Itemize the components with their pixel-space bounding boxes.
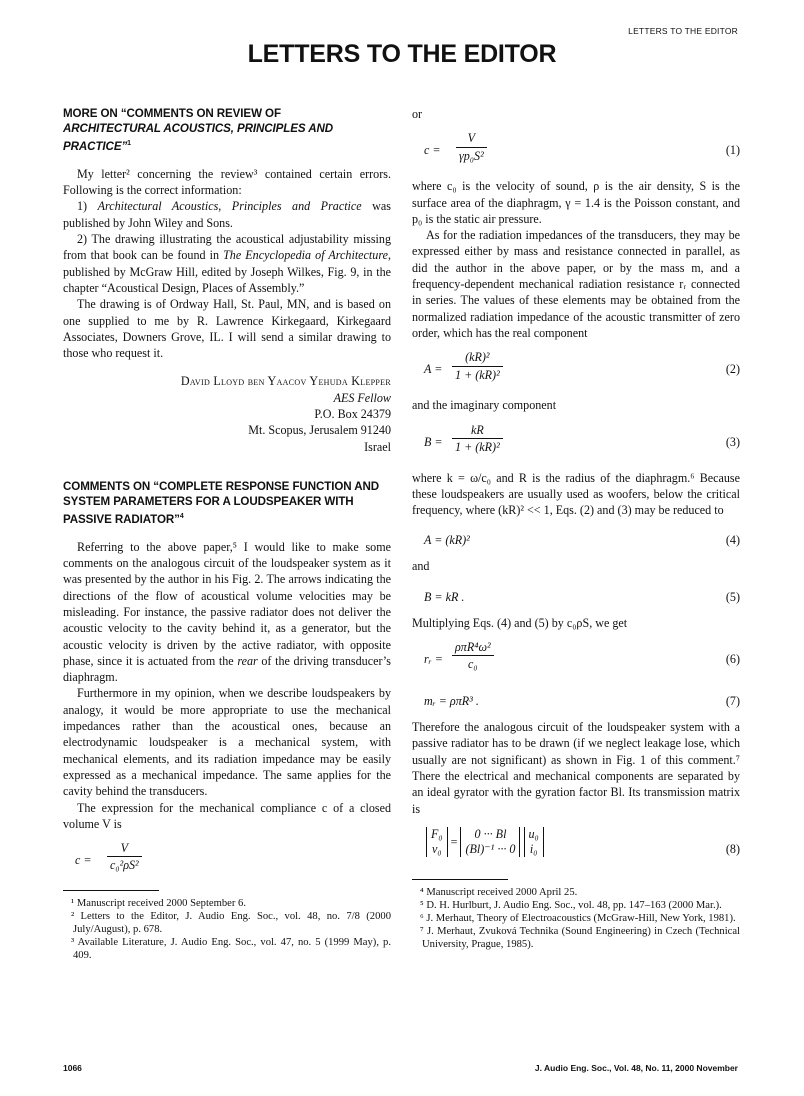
footnote-rule <box>63 890 159 891</box>
footnote: ⁴ Manuscript received 2000 April 25. <box>420 886 578 898</box>
footnotes-left <box>63 897 391 962</box>
letter2-para3: The expression for the mechanical compliance c of a closed volume V is <box>63 800 391 831</box>
right-column <box>412 106 740 951</box>
letter1-para2: 1) Architectural Acoustics, Principles and Practice was published by John Wiley and Sons. <box>63 199 391 230</box>
letter2-para5: As for the radiation impedances of the transducers, they may be expressed either by mass and resistance connected in parallel, as did the author in the above paper, or by the mass m, and a frequency-dependent mechanical radiation resistance rᵣ connected in series. The values of these elements may be obtained from the normalized radiation impedance of the acoustic transmitter of zero order, which has the real component <box>412 228 740 340</box>
equation-2: A = $\frac{\text{(kR)²}}{\text{1 + (kR)²}}$ (2) <box>424 350 740 382</box>
letter2-para7: where k = ω/c₀ and R is the radius of the diaphragm.⁶ Because these loudspeakers are usually used as woofers, below the critical frequency, where (kR)² << 1, Eqs. (2) and (3) may be reduced to <box>412 470 740 518</box>
equation-1: c = $\frac{V}{\text{γp₀S²}}$ (1) <box>424 131 740 163</box>
signature-address-2: Mt. Scopus, Jerusalem 91240 <box>248 423 391 438</box>
letter2-para6: and the imaginary component <box>412 398 557 413</box>
footnote: ³ Available Literature, J. Audio Eng. Soc., vol. 47, no. 5 (1999 May), p. 409. <box>71 937 391 962</box>
letter2-para2: Furthermore in my opinion, when we describe loudspeakers by analogy, it would be more appropriate to use the mechanical impedances rather than the acoustical ones, because an electrodynamic loudspeaker is a mechanical system, with mechanical elements, and its radiation impedance may be easily expressed as a mechanical impedance. The same applies for the cavity behind the transducers. <box>63 686 391 799</box>
signature-name: David Lloyd ben Yaacov Yehuda Klepper <box>180 374 391 389</box>
footnote: ¹ Manuscript received 2000 September 6. <box>71 898 246 910</box>
letter1-para4: The drawing is of Ordway Hall, St. Paul, MN, and is based on one supplied to me by R. Lawrence Kirkegaard, Kirkegaard Associates, Downers Grove, IL. I will send a similar drawing to those who request it. <box>63 297 391 361</box>
letter2-para4: where c₀ is the velocity of sound, ρ is the air density, S is the surface area of the diaphragm, γ = 1.4 is the Poisson constant, and p₀ is the static air pressure. <box>412 179 740 226</box>
letter1-para3: 2) The drawing illustrating the acoustical adjustability missing from that book can be found in The Encyclopedia of Architecture, published by McGraw Hill, edited by Joseph Wilkes, Fig. 9, in the chapter “Acoustical Design, Places of Assembly.” <box>63 232 391 295</box>
equation-5: B = kR . (5) <box>424 589 740 604</box>
footnotes-right <box>412 886 740 951</box>
equation-7: mᵣ = ρπR³ . (7) <box>424 694 740 709</box>
page-number: 1066 <box>63 1063 82 1073</box>
signature-address-3: Israel <box>364 439 391 454</box>
letter1-para1: My letter² concerning the review³ contained certain errors. Following is the correct information: <box>63 166 391 198</box>
footnote: ⁵ D. H. Hurlburt, J. Audio Eng. Soc., vol. 48, pp. 147–163 (2000 Mar.). <box>420 899 722 911</box>
letter1-signature <box>63 373 391 454</box>
left-column <box>63 106 391 962</box>
letter2-heading: COMMENTS ON “COMPLETE RESPONSE FUNCTION AND SYSTEM PARAMETERS FOR A LOUDSPEAKER WITH PASSIVE RADIATOR”$^4$ <box>63 479 380 526</box>
equation-compliance: c = $\frac{V}{\text{c₀²ρS²}}$ <box>63 840 391 880</box>
footnote: ² Letters to the Editor, J. Audio Eng. Soc., vol. 48, no. 7/8 (2000 July/August), p. 678. <box>71 911 391 936</box>
equation-4: A = (kR)² (4) <box>424 533 740 548</box>
running-head: LETTERS TO THE EDITOR <box>628 26 738 36</box>
footnote: ⁶ J. Merhaut, Theory of Electroacoustics (McGraw-Hill, New York, 1981). <box>420 912 736 924</box>
letter2-para8: Multiplying Eqs. (4) and (5) by c₀ρS, we get <box>412 615 628 630</box>
letter2-para1: Referring to the above paper,⁵ I would like to make some comments on the analogous circuit of the loudspeaker system as it was presented by the author in his Fig. 2. The arrows indicating the directions of the flow of acoustical volume velocities may be misleading. For instance, the passive radiator does not deliver the acoustic velocity to the cavity behind it, as a generator, but the acoustic velocity is driven by the active radiator, with opposite phase, since it is actuated from the rear of the driving transducer’s diaphragm. <box>63 539 391 685</box>
footnote: ⁷ J. Merhaut, Zvuková Technika (Sound Engineering) in Czech (Technical University, Prague, 1985). <box>420 925 740 950</box>
letter2-para9: Therefore the analogous circuit of the loudspeaker system with a passive radiator has to be drawn (if we neglect leakage lose, which usually are not significant) as shown in Fig. 1 of this comment.⁷ There the electrical and mechanical components are separated by an ideal gyrator with the gyration factor Bl. Its transmission matrix is <box>412 720 740 816</box>
equation-8: F₀ v₀ = 0 ··· Bl (Bl)⁻¹ ··· 0 u₀ i₀ (8) <box>412 827 740 871</box>
signature-title: AES Fellow <box>333 390 391 405</box>
page-title: LETTERS TO THE EDITOR <box>247 40 557 68</box>
journal-citation: J. Audio Eng. Soc., Vol. 48, No. 11, 2000 November <box>534 1063 738 1073</box>
equation-6: rᵣ = ρπR⁴ω² c₀ (6) <box>424 640 740 672</box>
letter1-heading <box>63 106 391 154</box>
letter1-heading-sup: 1 <box>127 140 131 147</box>
footnote-rule <box>412 879 508 880</box>
or-text: or <box>412 107 423 121</box>
letter1-heading-line2: ARCHITECTURAL ACOUSTICS, PRINCIPLES AND PRACTICE” <box>63 122 334 153</box>
signature-address-1: P.O. Box 24379 <box>314 407 391 422</box>
letter1-heading-line1: MORE ON “COMMENTS ON REVIEW OF <box>63 107 281 120</box>
equation-3: B = $\frac{kR}{\text{1 + (kR)²}}$ (3) <box>424 422 740 454</box>
and-text: and <box>412 559 430 574</box>
